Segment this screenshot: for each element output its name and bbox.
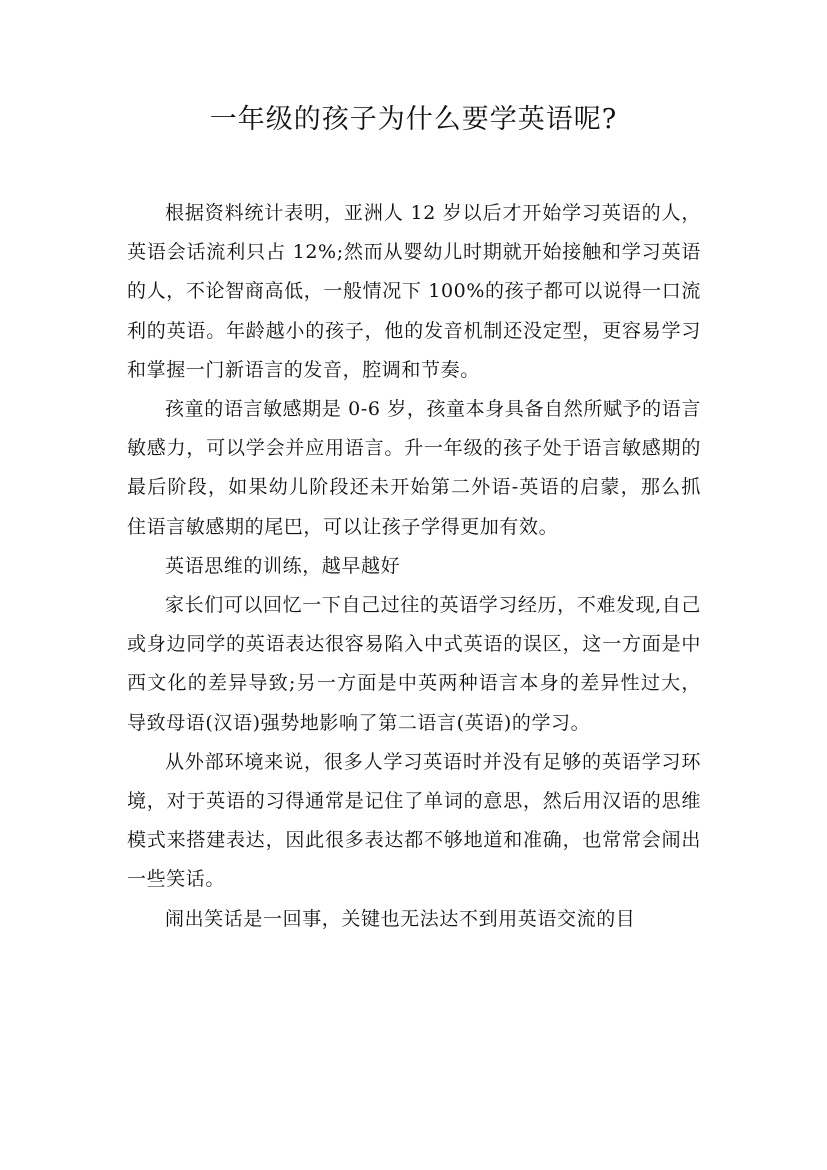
document-title: 一年级的孩子为什么要学英语呢? bbox=[209, 104, 618, 135]
paragraph-communication-goal: 闹出笑话是一回事，关键也无法达不到用英语交流的目 bbox=[165, 907, 636, 930]
paragraph-sensitive-period: 孩童的语言敏感期是 0-6 岁，孩童本身具备自然所赋予的语言敏感力，可以学会并应用语言。升一年级的孩子处于语言敏感期的最后阶段，如果幼儿阶段还未开始第二外语-英语的启蒙，那么抓住语言敏感期的尾巴，可以让孩子学得更加有效。 bbox=[127, 398, 701, 538]
paragraph-chinglish-pitfall: 家长们可以回忆一下自己过往的英语学习经历，不难发现,自己或身边同学的英语表达很容易陷入中式英语的误区，这一方面是中西文化的差异导致;另一方面是中英两种语言本身的差异性过大，导致母语(汉语)强势地影响了第二语言(英语)的学习。 bbox=[127, 594, 701, 734]
section-heading-english-thinking: 英语思维的训练，越早越好 bbox=[165, 554, 401, 577]
document-body bbox=[127, 194, 701, 939]
paragraph-language-age: 根据资料统计表明，亚洲人 12 岁以后才开始学习英语的人，英语会话流利只占 12%;然而从婴幼儿时期就开始接触和学习英语的人，不论智商高低，一般情况下 100%的孩子都可以说得一口流利的英语。年龄越小的孩子，他的发音机制还没定型，更容易学习和掌握一门新语言的发音，腔调和节奏。 bbox=[127, 202, 701, 381]
paragraph-external-environment: 从外部环境来说，很多人学习英语时并没有足够的英语学习环境，对于英语的习得通常是记住了单词的意思，然后用汉语的思维模式来搭建表达，因此很多表达都不够地道和准确，也常常会闹出一些笑话。 bbox=[127, 750, 701, 891]
